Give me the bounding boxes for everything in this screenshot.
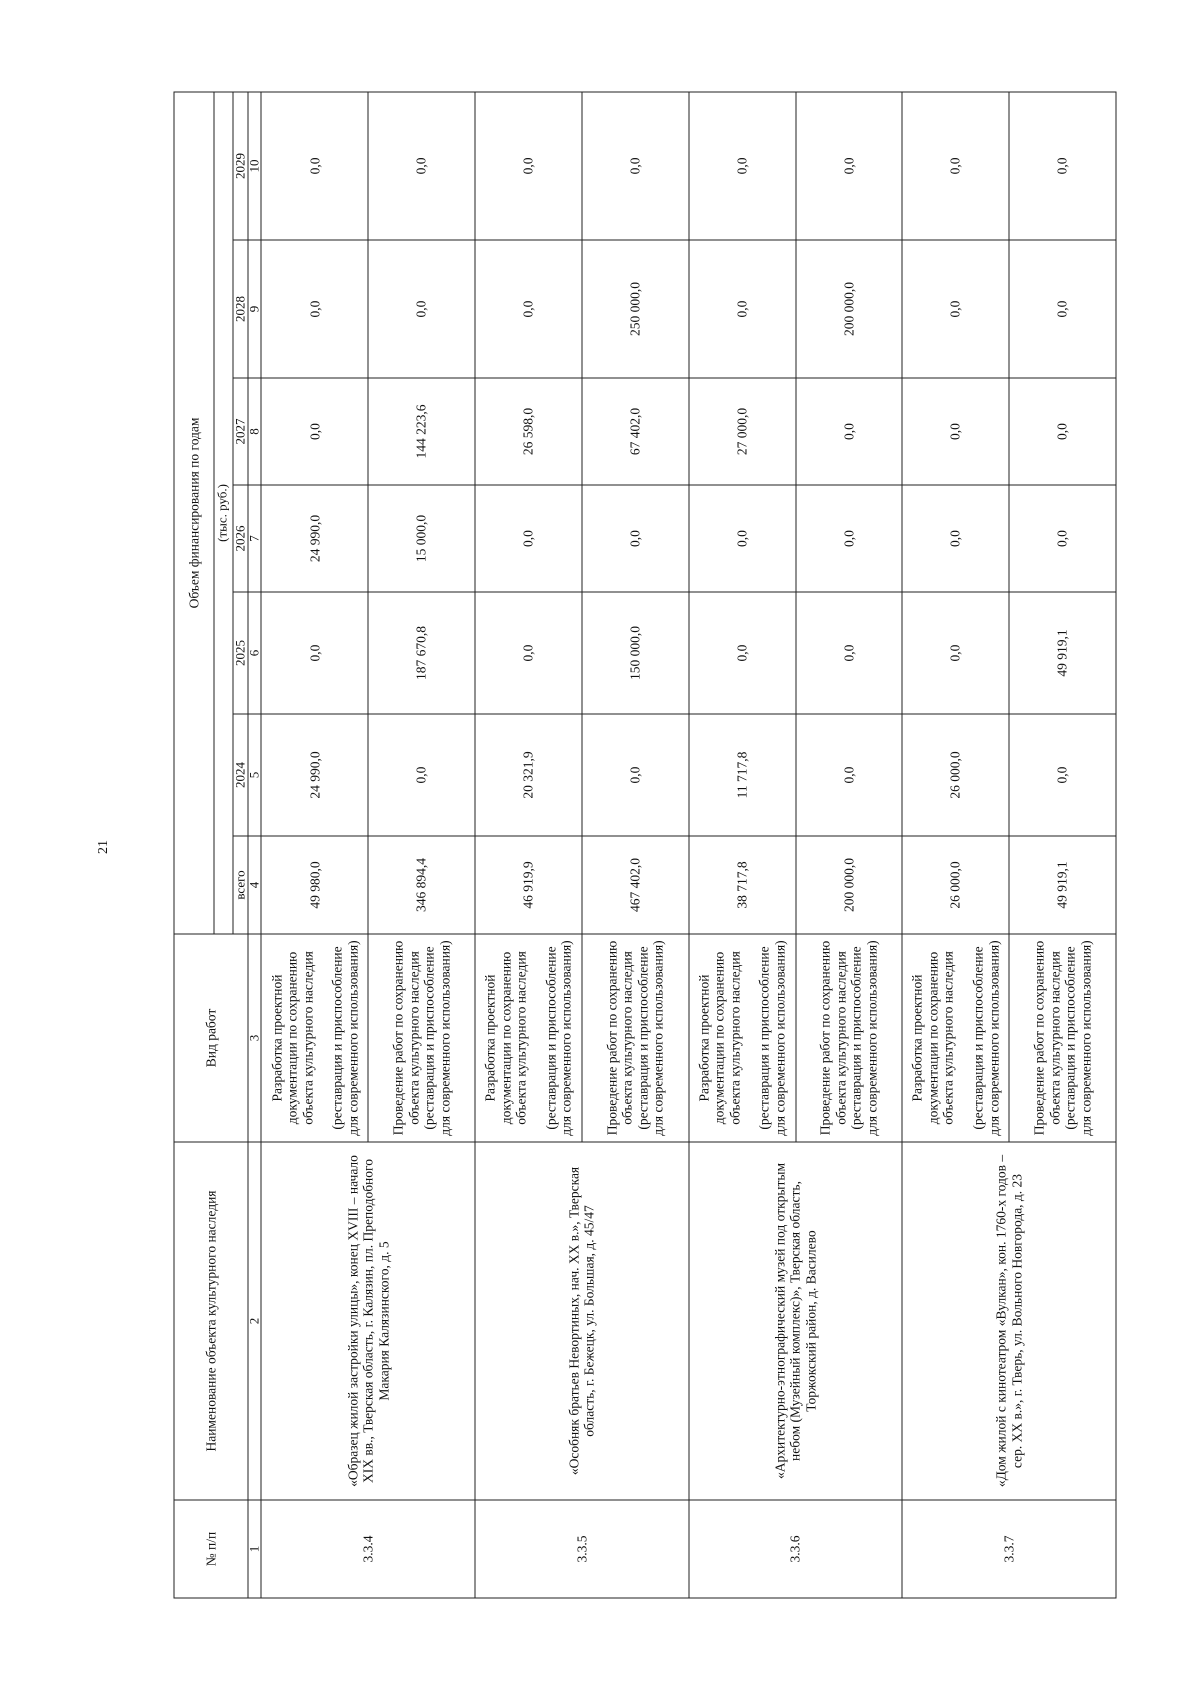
work-type-cell [261, 934, 368, 1142]
table-row [689, 91, 796, 1597]
work-type-sub: (реставрация и приспособление для современного использования) [1062, 939, 1094, 1136]
work-type-sub: (реставрация и приспособление для современного использования) [848, 939, 880, 1136]
funding-table [174, 91, 1117, 1598]
value-year: 20 321,9 [475, 714, 582, 836]
value-year: 0,0 [902, 592, 1009, 714]
value-year: 0,0 [475, 592, 582, 714]
object-number: 3.3.7 [902, 1500, 1116, 1598]
value-year: 67 402,0 [582, 378, 689, 485]
work-type-cell [902, 934, 1009, 1142]
object-number: 3.3.5 [475, 1500, 689, 1598]
column-number: 1 [248, 1500, 261, 1598]
page-number: 21 [96, 840, 111, 854]
work-type-sub: (реставрация и приспособление для современного использования) [756, 939, 788, 1136]
work-type-sub: (реставрация и приспособление для современного использования) [421, 939, 453, 1136]
value-year: 0,0 [689, 485, 796, 592]
value-year: 0,0 [368, 240, 475, 378]
column-number: 3 [248, 934, 261, 1142]
value-year: 0,0 [368, 91, 475, 239]
column-number: 2 [248, 1142, 261, 1500]
object-name: «Дом жилой с кинотеатром «Вулкан», кон. 1760-х годов – сер. XX в.», г. Тверь, ул. Вольного Новгорода, д. 23 [902, 1142, 1116, 1500]
value-total: 49 919,1 [1009, 836, 1116, 934]
work-type-main: Проведение работ по сохранению объекта культурного наследия [817, 940, 849, 1135]
table-row [475, 91, 582, 1597]
value-year: 0,0 [368, 714, 475, 836]
value-year: 26 000,0 [902, 714, 1009, 836]
value-total: 38 717,8 [689, 836, 796, 934]
value-year: 187 670,8 [368, 592, 475, 714]
value-year: 15 000,0 [368, 485, 475, 592]
work-type-spacer [957, 937, 971, 1138]
table-row [902, 91, 1009, 1597]
value-year: 27 000,0 [689, 378, 796, 485]
object-number: 3.3.4 [261, 1500, 475, 1598]
value-year: 150 000,0 [582, 592, 689, 714]
value-year: 0,0 [582, 485, 689, 592]
column-number: 8 [248, 378, 261, 485]
object-name: «Архитектурно-этнографический музей под открытым небом (Музейный комплекс)», Тверская область, Торжокский район, д. Василево [689, 1142, 903, 1500]
work-type-cell [475, 934, 582, 1142]
value-year: 11 717,8 [689, 714, 796, 836]
work-type-sub: (реставрация и приспособление для современного использования) [635, 939, 666, 1136]
header-work-type: Вид работ [174, 934, 248, 1142]
value-year: 0,0 [475, 485, 582, 592]
header-year: 2026 [233, 485, 248, 592]
value-year: 49 919,1 [1009, 592, 1116, 714]
header-name: Наименование объекта культурного наследия [174, 1142, 248, 1500]
value-total: 46 919,9 [475, 836, 582, 934]
header-year: 2029 [233, 91, 248, 239]
work-type-main: Проведение работ по сохранению объекта культурного наследия [390, 940, 422, 1135]
value-total: 346 894,4 [368, 836, 475, 934]
header-funding-unit: (тыс. руб.) [214, 91, 233, 933]
value-year: 0,0 [261, 91, 368, 239]
value-year: 26 598,0 [475, 378, 582, 485]
value-year: 0,0 [1009, 485, 1116, 592]
value-total: 26 000,0 [902, 836, 1009, 934]
value-year: 0,0 [261, 240, 368, 378]
work-type-main: Разработка проектной документации по сохранению объекта культурного наследия [909, 950, 956, 1125]
header-year: 2028 [233, 240, 248, 378]
value-year: 24 990,0 [261, 485, 368, 592]
work-type-sub: (реставрация и приспособление для современного использования) [329, 939, 361, 1136]
column-number: 7 [248, 485, 261, 592]
header-total: всего [233, 836, 248, 934]
value-year: 0,0 [902, 91, 1009, 239]
value-total: 467 402,0 [582, 836, 689, 934]
work-type-cell [582, 934, 689, 1142]
object-name: «Образец жилой застройки улицы», конец XVIII – начало XIX вв., Тверская область, г. Калязин, пл. Преподобного Макария Калязинского, д. 5 [261, 1142, 475, 1500]
table-row [261, 91, 368, 1597]
column-number: 5 [248, 714, 261, 836]
value-total: 200 000,0 [796, 836, 903, 934]
header-num: № п/п [174, 1500, 248, 1598]
work-type-main: Проведение работ по сохранению объекта культурного наследия [1031, 940, 1063, 1135]
work-type-cell [1009, 934, 1116, 1142]
value-year: 0,0 [475, 91, 582, 239]
value-year: 144 223,6 [368, 378, 475, 485]
value-year: 0,0 [902, 378, 1009, 485]
value-year: 0,0 [261, 592, 368, 714]
value-year: 0,0 [689, 592, 796, 714]
value-year: 0,0 [902, 485, 1009, 592]
work-type-spacer [529, 937, 543, 1138]
work-type-cell [689, 934, 796, 1142]
value-year: 0,0 [475, 240, 582, 378]
value-year: 0,0 [689, 91, 796, 239]
work-type-sub: (реставрация и приспособление для современного использования) [543, 939, 574, 1136]
value-year: 0,0 [1009, 240, 1116, 378]
value-year: 24 990,0 [261, 714, 368, 836]
value-year: 0,0 [1009, 714, 1116, 836]
work-type-spacer [743, 937, 757, 1138]
work-type-main: Проведение работ по сохранению объекта культурного наследия [604, 940, 635, 1135]
value-year: 0,0 [796, 485, 903, 592]
object-number: 3.3.6 [689, 1500, 903, 1598]
column-number: 4 [248, 836, 261, 934]
value-year: 0,0 [1009, 378, 1116, 485]
work-type-main: Разработка проектной документации по сохранению объекта культурного наследия [482, 950, 529, 1125]
value-total: 49 980,0 [261, 836, 368, 934]
value-year: 0,0 [902, 240, 1009, 378]
rotated-table-wrapper [174, 92, 1117, 1598]
column-number: 6 [248, 592, 261, 714]
header-funding: Объем финансирования по годам [174, 91, 214, 933]
work-type-spacer [316, 937, 330, 1138]
value-year: 0,0 [261, 378, 368, 485]
value-year: 0,0 [796, 714, 903, 836]
work-type-cell [796, 934, 903, 1142]
work-type-cell [368, 934, 475, 1142]
column-number: 10 [248, 91, 261, 239]
value-year: 0,0 [582, 714, 689, 836]
header-year: 2024 [233, 714, 248, 836]
value-year: 250 000,0 [582, 240, 689, 378]
value-year: 0,0 [1009, 91, 1116, 239]
column-number: 9 [248, 240, 261, 378]
work-type-main: Разработка проектной документации по сохранению объекта культурного наследия [269, 950, 316, 1125]
value-year: 0,0 [796, 378, 903, 485]
work-type-sub: (реставрация и приспособление для современного использования) [970, 939, 1002, 1136]
header-year: 2027 [233, 378, 248, 485]
value-year: 0,0 [582, 91, 689, 239]
value-year: 0,0 [796, 592, 903, 714]
object-name: «Особняк братьев Невортиных, нач. XX в.», Тверская область, г. Бежецк, ул. Большая, д. 45/47 [475, 1142, 689, 1500]
value-year: 200 000,0 [796, 240, 903, 378]
work-type-main: Разработка проектной документации по сохранению объекта культурного наследия [696, 950, 743, 1125]
value-year: 0,0 [796, 91, 903, 239]
value-year: 0,0 [689, 240, 796, 378]
header-year: 2025 [233, 592, 248, 714]
